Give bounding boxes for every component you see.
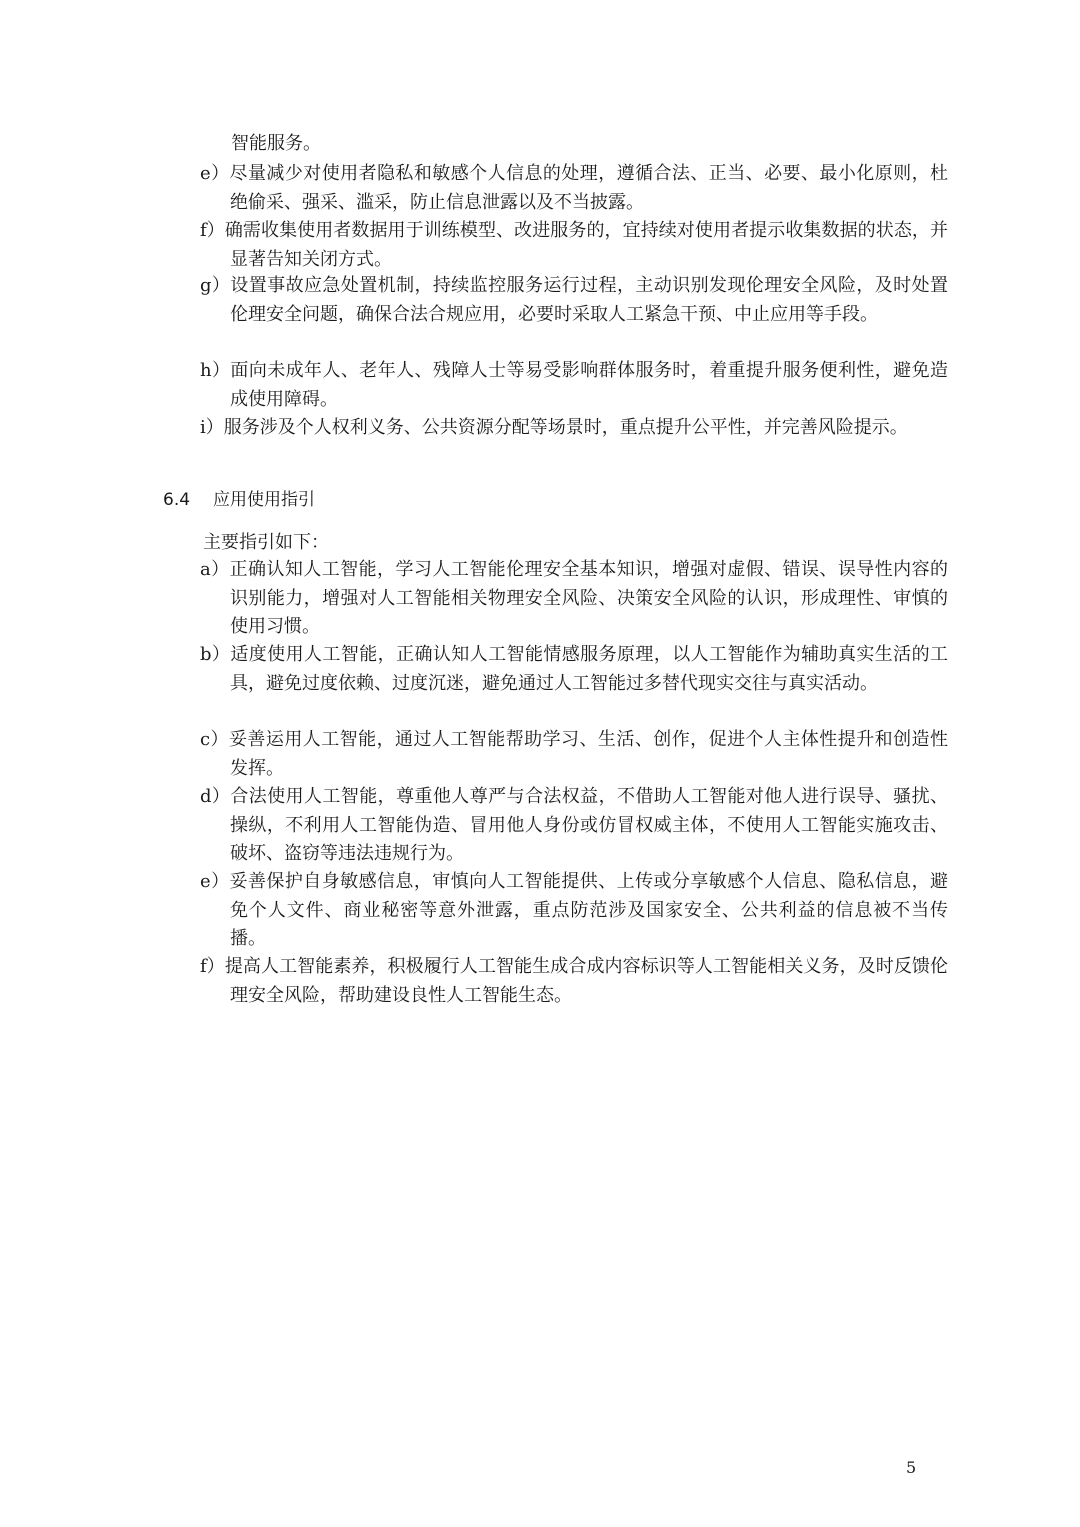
- page-number: 5: [906, 1458, 917, 1477]
- list-text: 设置事故应急处置机制，持续监控服务运行过程，主动识别发现伦理安全风险，及时处置伦理安全问题，确保合法合规应用，必要时采取人工紧急干预、中止应用等手段。: [230, 275, 949, 325]
- list-text: 尽量减少对使用者隐私和敏感个人信息的处理，遵循合法、正当、必要、最小化原则，杜绝偷采、强采、滥采，防止信息泄露以及不当披露。: [229, 163, 949, 213]
- guideline-item-a: [200, 556, 948, 642]
- section-number: 6.4: [163, 490, 191, 510]
- list-label: d）: [200, 786, 231, 807]
- guideline-item-c: [200, 726, 948, 783]
- list-label: f）: [200, 956, 225, 977]
- list-label: b）: [200, 644, 231, 665]
- list-item-g: [200, 272, 948, 329]
- list-item-e: [200, 160, 948, 217]
- section-intro: 主要指引如下：: [203, 532, 329, 553]
- list-label: a）: [200, 559, 230, 580]
- section-title: 应用使用指引: [213, 490, 315, 510]
- list-text: 确需收集使用者数据用于训练模型、改进服务的，宜持续对使用者提示收集数据的状态，并显著告知关闭方式。: [224, 220, 948, 270]
- continuation-text: 智能服务。: [231, 133, 321, 154]
- list-text: 提高人工智能素养，积极履行人工智能生成合成内容标识等人工智能相关义务，及时反馈伦理安全风险，帮助建设良性人工智能生态。: [224, 956, 948, 1006]
- list-text: 合法使用人工智能，尊重他人尊严与合法权益，不借助人工智能对他人进行误导、骚扰、操纵，不利用人工智能伪造、冒用他人身份或仿冒权威主体，不使用人工智能实施攻击、破坏、盗窃等违法违规行为。: [230, 786, 949, 864]
- list-item-f: [200, 217, 948, 274]
- list-text: 妥善运用人工智能，通过人工智能帮助学习、生活、创作，促进个人主体性提升和创造性发挥。: [228, 729, 948, 779]
- list-text: 服务涉及个人权利义务、公共资源分配等场景时，重点提升公平性，并完善风险提示。: [223, 417, 908, 438]
- list-text: 适度使用人工智能，正确认知人工智能情感服务原理，以人工智能作为辅助真实生活的工具，避免过度依赖、过度沉迷，避免通过人工智能过多替代现实交往与真实活动。: [230, 644, 949, 694]
- list-text: 面向未成年人、老年人、残障人士等易受影响群体服务时，着重提升服务便利性，避免造成使用障碍。: [230, 360, 949, 410]
- list-label: h）: [200, 360, 231, 381]
- list-label: i）: [200, 417, 224, 438]
- list-item-i: [200, 414, 948, 443]
- guideline-item-b: [200, 641, 948, 698]
- list-label: e）: [200, 871, 230, 892]
- section-heading: [163, 487, 315, 513]
- guideline-item-e: [200, 868, 948, 954]
- guideline-item-d: [200, 783, 948, 869]
- list-label: f）: [200, 220, 225, 241]
- list-text: 妥善保护自身敏感信息，审慎向人工智能提供、上传或分享敏感个人信息、隐私信息，避免个人文件、商业秘密等意外泄露，重点防范涉及国家安全、公共利益的信息被不当传播。: [229, 871, 949, 949]
- list-item-h: [200, 357, 948, 414]
- guideline-item-f: [200, 953, 948, 1010]
- list-label: e）: [200, 163, 230, 184]
- list-text: 正确认知人工智能，学习人工智能伦理安全基本知识，增强对虚假、错误、误导性内容的识别能力，增强对人工智能相关物理安全风险、决策安全风险的认识，形成理性、审慎的使用习惯。: [229, 559, 949, 637]
- list-label: c）: [200, 729, 229, 750]
- list-label: g）: [200, 275, 231, 296]
